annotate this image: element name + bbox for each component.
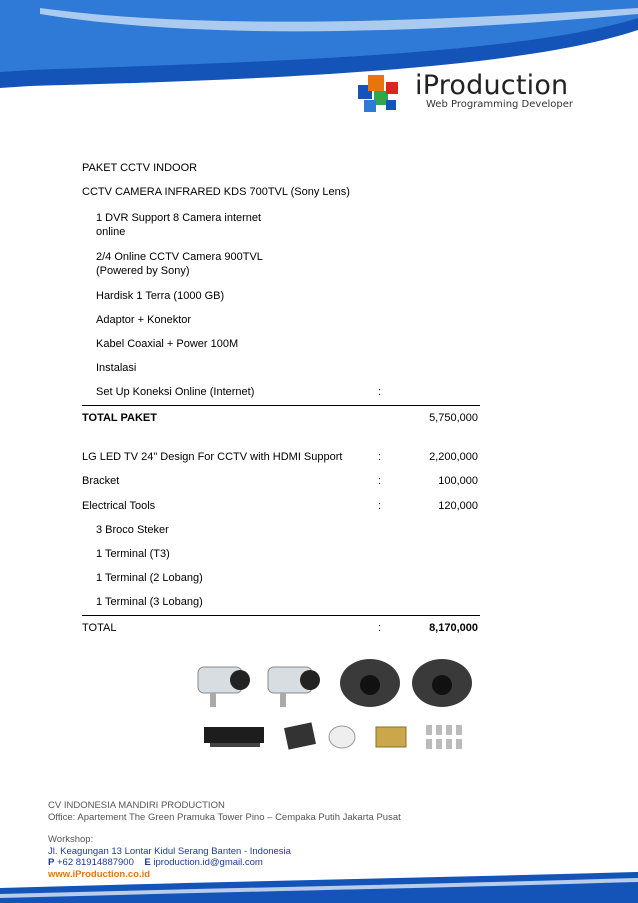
cable-icon xyxy=(329,726,355,748)
workshop-label: Workshop: xyxy=(48,834,94,845)
divider xyxy=(82,405,480,406)
package-item: Instalasi xyxy=(96,362,137,374)
package-title: PAKET CCTV INDOOR xyxy=(82,162,198,174)
extra-item-value: 2,200,000 xyxy=(429,451,478,463)
product-photos xyxy=(190,655,480,765)
grand-total-value: 8,170,000 xyxy=(429,622,478,634)
adaptor-icon xyxy=(376,727,406,747)
company-name: CV INDONESIA MANDIRI PRODUCTION xyxy=(48,800,225,811)
electrical-item: 1 Terminal (2 Lobang) xyxy=(96,572,203,584)
phone-number: +62 81914887900 xyxy=(56,857,134,868)
package-subtitle: CCTV CAMERA INFRARED KDS 700TVL (Sony Lens) xyxy=(82,186,350,198)
email-label: E xyxy=(144,857,151,868)
dome-camera-icon xyxy=(412,659,472,707)
dvr-icon xyxy=(204,727,264,747)
colon: : xyxy=(378,475,382,487)
colon: : xyxy=(378,622,382,634)
package-item: Adaptor + Konektor xyxy=(96,314,192,326)
extra-item-value: 100,000 xyxy=(438,475,478,487)
colon: : xyxy=(378,451,382,463)
footer-banner xyxy=(0,870,638,903)
workshop-address: Jl. Keagungan 13 Lontar Kidul Serang Banten - Indonesia xyxy=(48,845,291,857)
package-item: Hardisk 1 Terra (1000 GB) xyxy=(96,290,225,302)
website-link[interactable]: www.iProduction.co.id xyxy=(48,868,151,880)
email-address[interactable]: iproduction.id@gmail.com xyxy=(153,857,263,868)
extra-item-label: Electrical Tools xyxy=(82,500,156,512)
bullet-camera-icon xyxy=(198,667,250,707)
extra-item-value: 120,000 xyxy=(438,500,478,512)
divider xyxy=(82,615,480,616)
electrical-item: 1 Terminal (3 Lobang) xyxy=(96,596,203,608)
total-paket-value: 5,750,000 xyxy=(429,412,478,424)
grand-total-label: TOTAL xyxy=(82,622,117,634)
office-address: Office: Apartement The Green Pramuka Tower Pino – Cempaka Putih Jakarta Pusat xyxy=(48,811,401,823)
bullet-camera-icon xyxy=(268,667,320,707)
package-item-cont: (Powered by Sony) xyxy=(96,265,190,277)
package-item: 1 DVR Support 8 Camera internet xyxy=(96,212,262,224)
brand-tagline: Web Programming Developer xyxy=(426,99,573,110)
footer-contact xyxy=(48,800,401,880)
package-item: 2/4 Online CCTV Camera 900TVL xyxy=(96,251,263,263)
brand-name: iProduction xyxy=(415,70,569,101)
extra-item-label: LG LED TV 24" Design For CCTV with HDMI Support xyxy=(82,451,343,463)
total-paket-label: TOTAL PAKET xyxy=(82,412,157,424)
dome-camera-icon xyxy=(340,659,400,707)
package-item: Set Up Koneksi Online (Internet) xyxy=(96,386,255,398)
package-item-cont: online xyxy=(96,226,126,238)
colon: : xyxy=(378,500,382,512)
colon: : xyxy=(378,386,382,398)
package-item: Kabel Coaxial + Power 100M xyxy=(96,338,239,350)
electrical-item: 3 Broco Steker xyxy=(96,524,169,536)
electrical-item: 1 Terminal (T3) xyxy=(96,548,170,560)
hard-disk-icon xyxy=(284,722,316,749)
connector-icon xyxy=(426,725,462,749)
phone-label: P xyxy=(48,857,55,868)
extra-item-label: Bracket xyxy=(82,475,120,487)
